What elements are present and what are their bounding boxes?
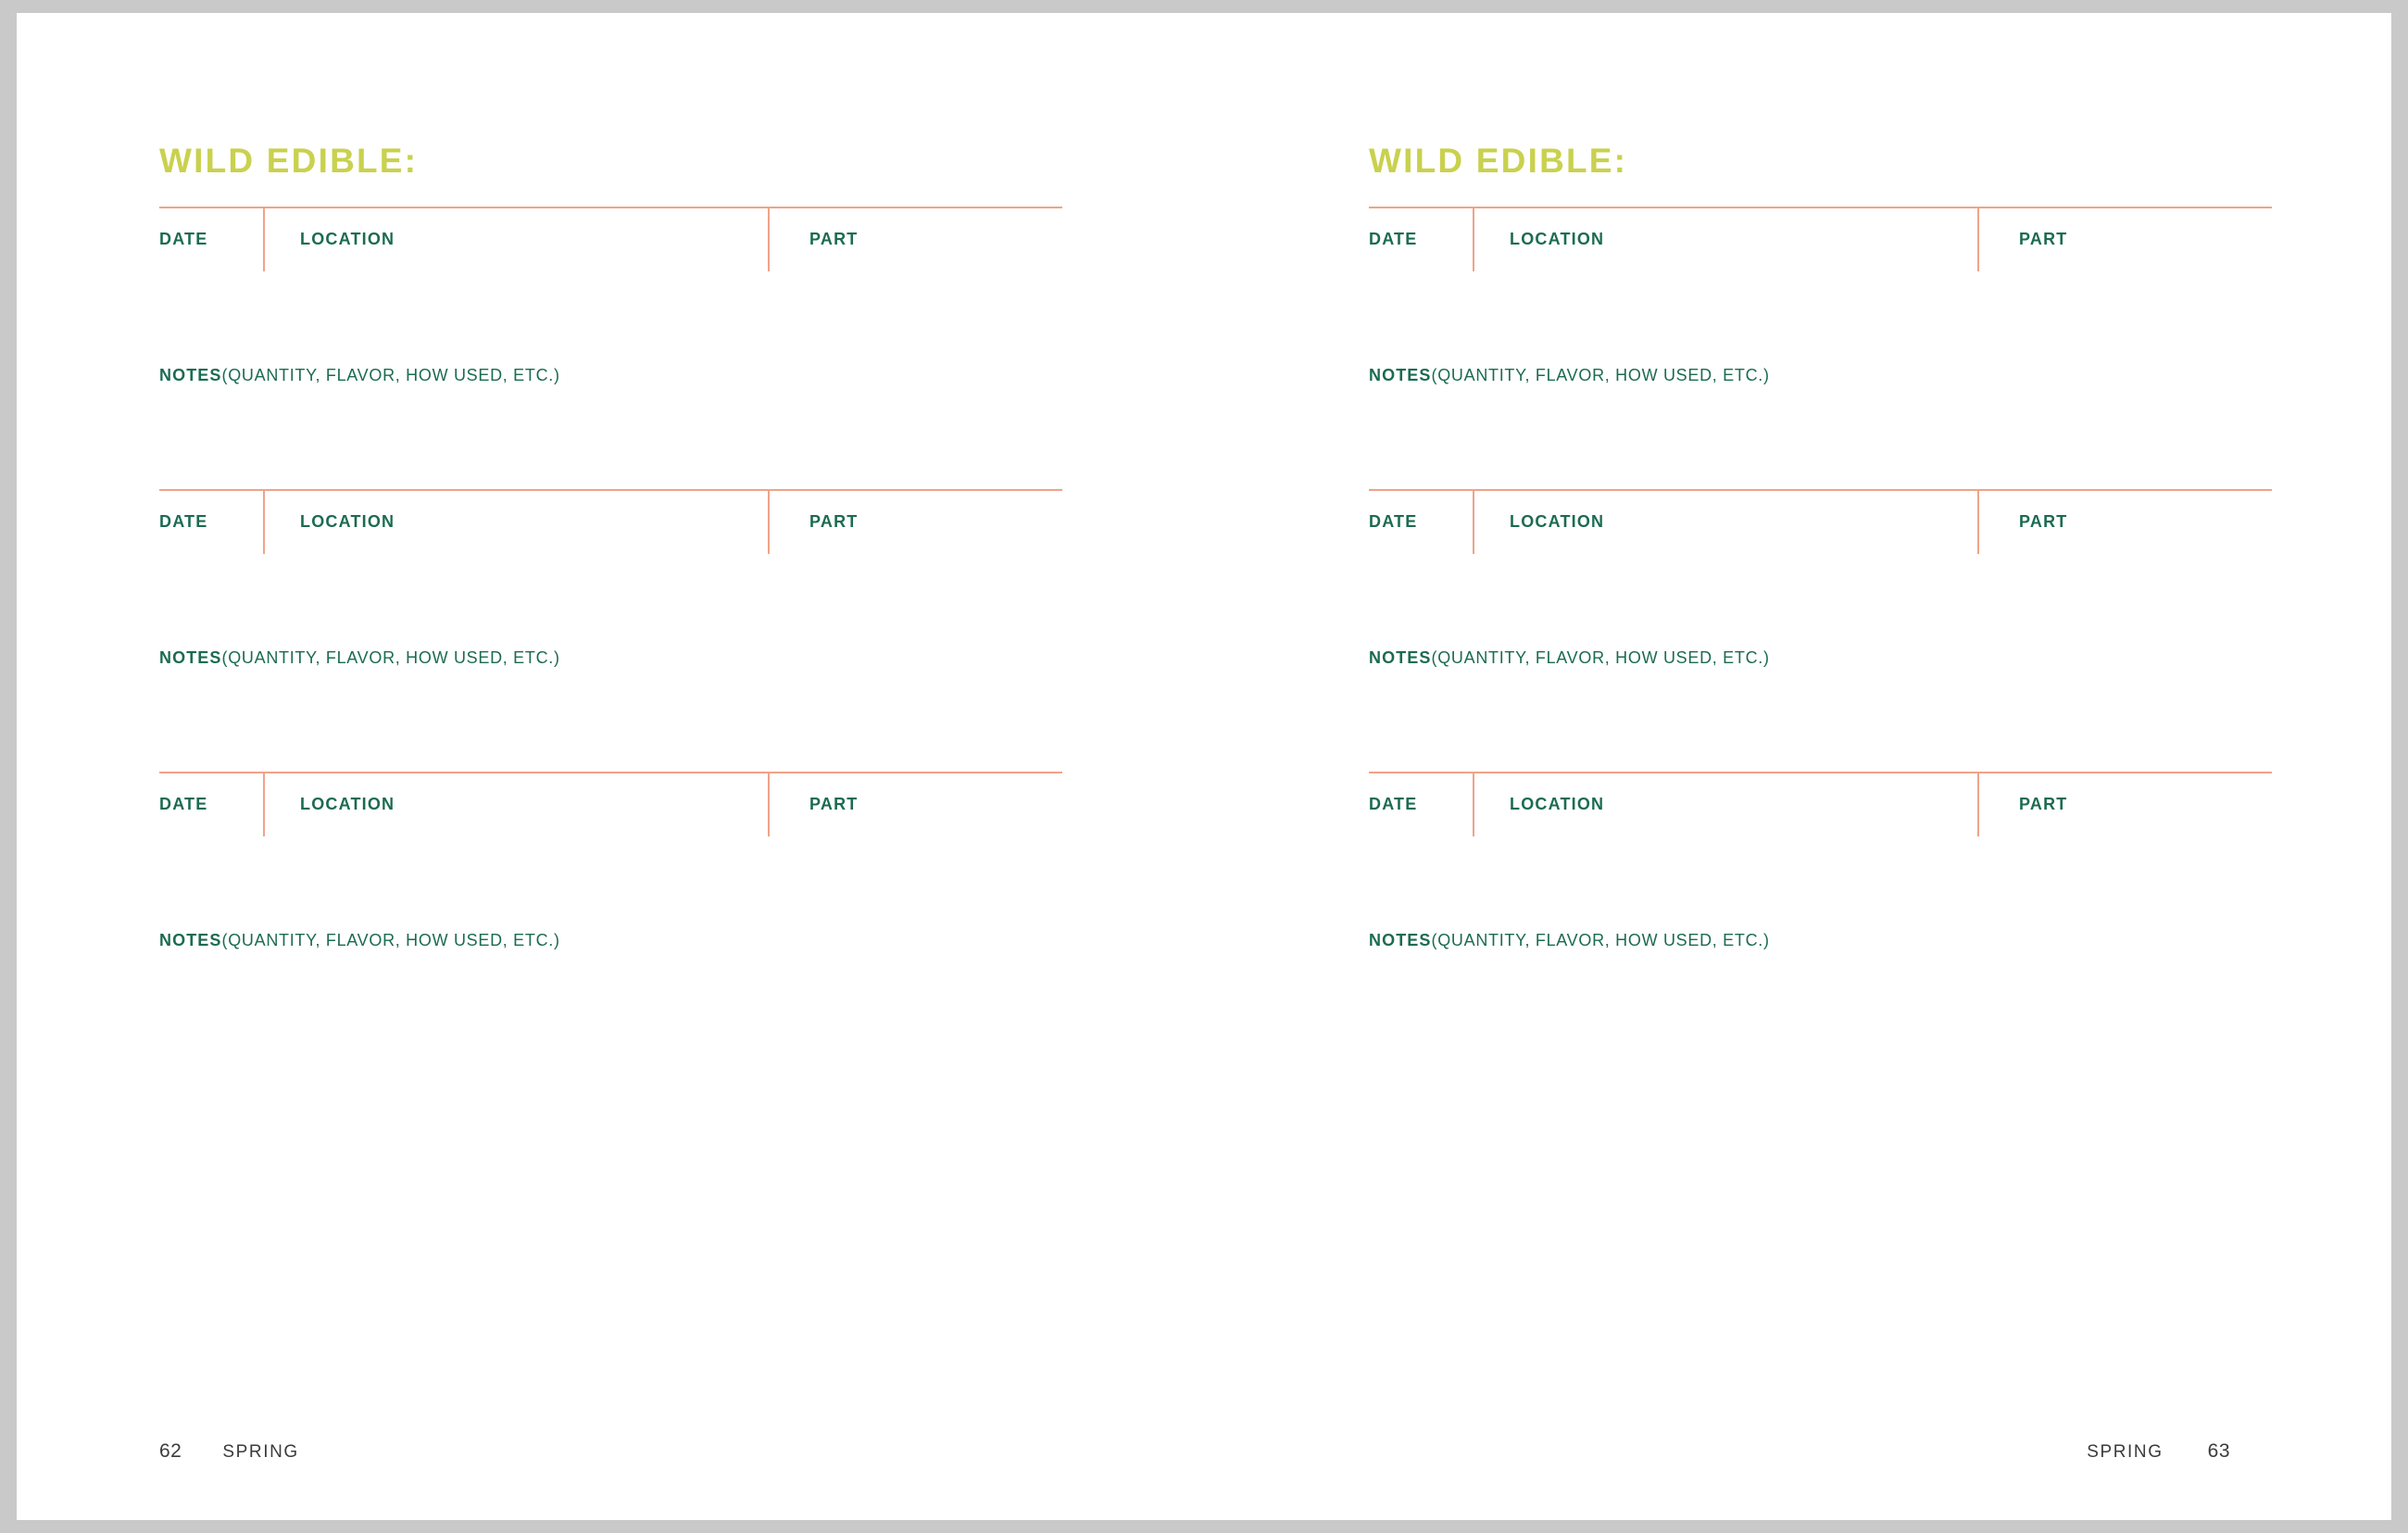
notes-hint: (QUANTITY, FLAVOR, HOW USED, ETC.) (221, 647, 560, 667)
location-field[interactable] (1473, 491, 1977, 532)
notes-label: NOTES (1369, 365, 1432, 384)
part-field[interactable] (1977, 773, 2272, 814)
part-field[interactable] (768, 208, 1062, 249)
field-divider (263, 773, 265, 836)
location-label: LOCATION (1510, 511, 1605, 531)
date-field[interactable] (159, 773, 263, 814)
page-left (17, 13, 1204, 1520)
location-field[interactable] (263, 773, 768, 814)
season-label: SPRING (222, 1442, 299, 1462)
notes-heading (1369, 366, 2272, 385)
part-field[interactable] (768, 773, 1062, 814)
page-footer-left (159, 1440, 299, 1463)
entry-block (1369, 489, 2272, 772)
entry-field-row (159, 491, 1062, 563)
date-label: DATE (159, 511, 208, 531)
entry-field-row (1369, 208, 2272, 281)
field-divider (1473, 773, 1474, 836)
page-right-content (1369, 143, 2272, 1520)
date-field[interactable] (1369, 208, 1473, 249)
page-footer-right (2087, 1440, 2230, 1463)
part-label: PART (809, 511, 859, 531)
notes-hint: (QUANTITY, FLAVOR, HOW USED, ETC.) (221, 365, 560, 384)
date-field[interactable] (1369, 491, 1473, 532)
notes-hint: (QUANTITY, FLAVOR, HOW USED, ETC.) (1431, 930, 1770, 949)
notes-heading (159, 648, 1062, 668)
date-field[interactable] (159, 491, 263, 532)
page-number: 62 (159, 1440, 182, 1462)
entry-block (159, 489, 1062, 772)
location-label: LOCATION (300, 511, 395, 531)
notes-label: NOTES (159, 930, 222, 949)
notes-label: NOTES (159, 647, 222, 667)
location-field[interactable] (1473, 773, 1977, 814)
notes-label: NOTES (159, 365, 222, 384)
notes-hint: (QUANTITY, FLAVOR, HOW USED, ETC.) (1431, 365, 1770, 384)
part-label: PART (809, 229, 859, 248)
location-field[interactable] (263, 208, 768, 249)
location-label: LOCATION (1510, 794, 1605, 813)
field-divider (1977, 491, 1979, 554)
date-field[interactable] (159, 208, 263, 249)
notes-write-area[interactable] (159, 385, 1062, 489)
notes-label: NOTES (1369, 930, 1432, 949)
notes-heading (159, 931, 1062, 950)
entry-field-row (1369, 773, 2272, 846)
part-field[interactable] (1977, 208, 2272, 249)
part-label: PART (2019, 229, 2068, 248)
location-field[interactable] (1473, 208, 1977, 249)
part-label: PART (809, 794, 859, 813)
field-divider (1473, 491, 1474, 554)
field-divider (1977, 773, 1979, 836)
entry-block (159, 207, 1062, 489)
entry-block (159, 772, 1062, 1054)
part-field[interactable] (1977, 491, 2272, 532)
page-title: WILD EDIBLE: (1369, 142, 1628, 180)
notes-write-area[interactable] (159, 950, 1062, 1054)
page-right (1204, 13, 2391, 1520)
notes-heading (159, 366, 1062, 385)
part-field[interactable] (768, 491, 1062, 532)
field-divider (768, 491, 770, 554)
date-field[interactable] (1369, 773, 1473, 814)
field-divider (768, 208, 770, 271)
notes-heading (1369, 648, 2272, 668)
date-label: DATE (159, 229, 208, 248)
paper-surface (17, 13, 2391, 1520)
notes-write-area[interactable] (1369, 950, 2272, 1054)
field-divider (1473, 208, 1474, 271)
date-label: DATE (1369, 511, 1418, 531)
notes-write-area[interactable] (1369, 385, 2272, 489)
notes-heading (1369, 931, 2272, 950)
part-label: PART (2019, 794, 2068, 813)
location-field[interactable] (263, 491, 768, 532)
field-divider (1977, 208, 1979, 271)
notes-hint: (QUANTITY, FLAVOR, HOW USED, ETC.) (1431, 647, 1770, 667)
page-left-content (159, 143, 1062, 1520)
location-label: LOCATION (300, 229, 395, 248)
notes-label: NOTES (1369, 647, 1432, 667)
pages-container (17, 13, 2391, 1520)
location-label: LOCATION (300, 794, 395, 813)
field-divider (768, 773, 770, 836)
date-label: DATE (159, 794, 208, 813)
entry-field-row (159, 773, 1062, 846)
field-divider (263, 491, 265, 554)
entry-block (1369, 207, 2272, 489)
date-label: DATE (1369, 794, 1418, 813)
part-label: PART (2019, 511, 2068, 531)
page-number: 63 (2207, 1440, 2230, 1462)
date-label: DATE (1369, 229, 1418, 248)
field-divider (263, 208, 265, 271)
entry-field-row (159, 208, 1062, 281)
entry-block (1369, 772, 2272, 1054)
notes-write-area[interactable] (159, 668, 1062, 772)
entry-field-row (1369, 491, 2272, 563)
season-label: SPRING (2087, 1442, 2163, 1462)
location-label: LOCATION (1510, 229, 1605, 248)
notes-write-area[interactable] (1369, 668, 2272, 772)
page-title: WILD EDIBLE: (159, 142, 419, 180)
notes-hint: (QUANTITY, FLAVOR, HOW USED, ETC.) (221, 930, 560, 949)
